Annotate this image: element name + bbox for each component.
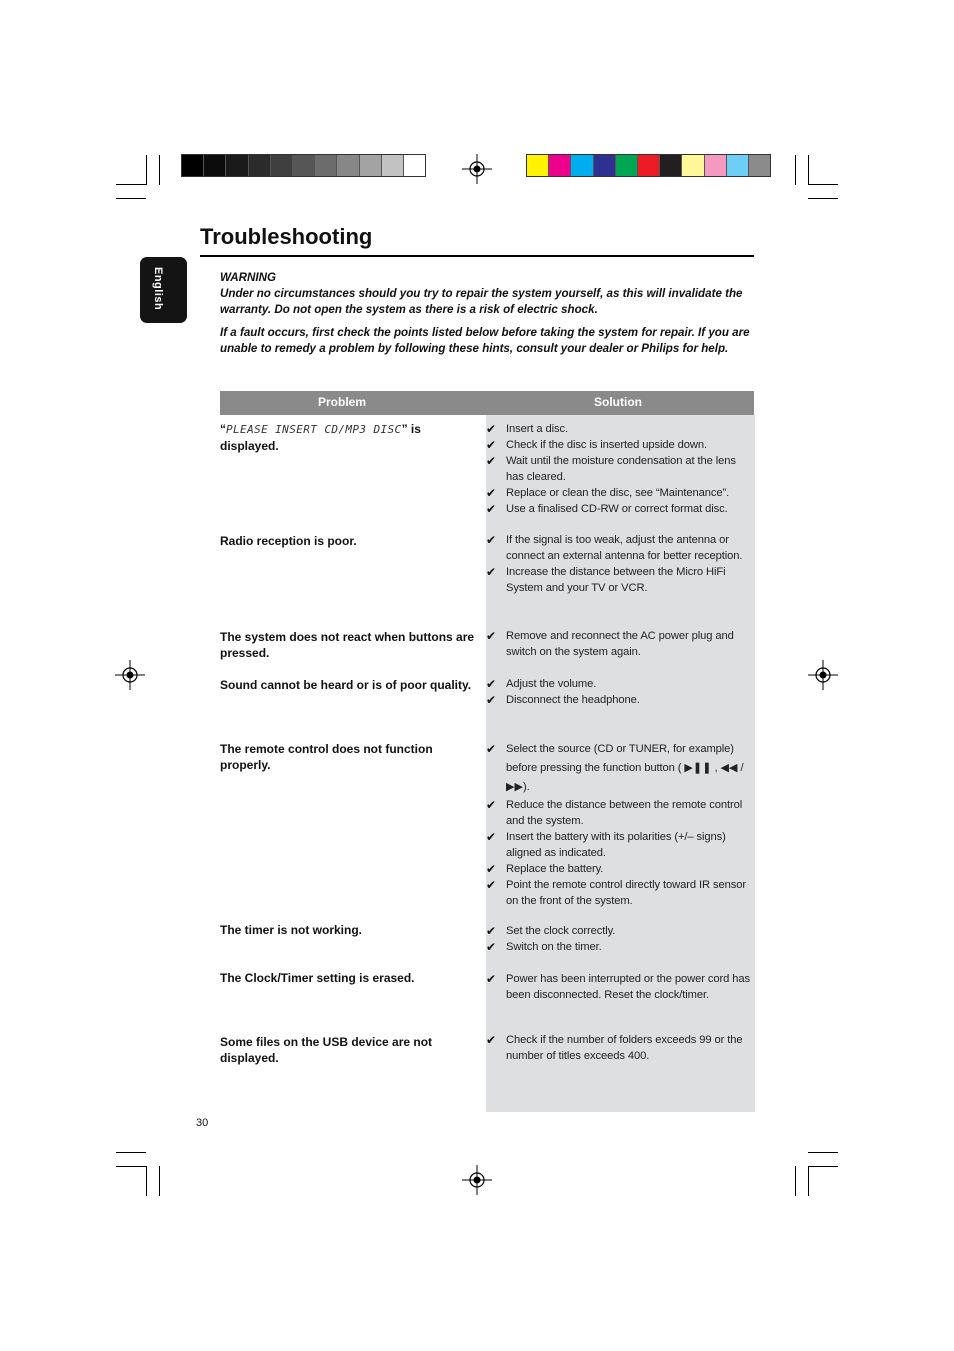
check-icon: ✔ (486, 862, 496, 876)
solution-text: Set the clock correctly. (506, 925, 616, 937)
problem-cell: The timer is not working. (220, 923, 363, 937)
solution-item (486, 501, 754, 517)
check-icon: ✔ (486, 878, 496, 892)
warning-heading: WARNING (220, 271, 277, 284)
solution-item (486, 532, 754, 564)
registration-mark-icon (115, 660, 145, 690)
solution-item (486, 628, 754, 660)
color-swatch (381, 155, 403, 176)
solution-item (486, 939, 754, 955)
check-icon: ✔ (486, 924, 496, 938)
header-solution: Solution (594, 395, 642, 409)
solution-text: Replace the battery. (506, 863, 604, 875)
check-icon: ✔ (486, 438, 496, 452)
language-tab-label: English (152, 267, 164, 311)
problem-cell: The system does not react when buttons are pressed. (220, 630, 475, 660)
check-icon: ✔ (486, 454, 496, 468)
solution-item (486, 485, 754, 501)
check-icon: ✔ (486, 502, 496, 516)
solution-item (486, 971, 754, 1003)
color-swatch (704, 155, 726, 176)
registration-mark-icon (808, 660, 838, 690)
warning-text: Under no circumstances should you try to repair the system yourself, as this will invalidate the warranty. Do not open the system as there is a risk of electric shock. (220, 287, 743, 316)
color-swatch (182, 155, 203, 176)
solution-item (486, 453, 754, 485)
problem-text: ” is displayed. (220, 422, 421, 453)
solution-item (486, 861, 754, 877)
check-icon: ✔ (486, 742, 496, 756)
solution-item (486, 676, 754, 692)
solution-cell (486, 421, 754, 517)
problem-cell: Some files on the USB device are not displayed. (220, 1035, 433, 1065)
solution-text: Wait until the moisture condensation at the lens has cleared. (506, 455, 736, 483)
problem-cell: Radio reception is poor. (220, 534, 357, 548)
solution-text: Reduce the distance between the remote control and the system. (506, 799, 743, 827)
header-problem: Problem (318, 395, 367, 409)
solution-item (486, 797, 754, 829)
color-swatch (359, 155, 381, 176)
language-tab (140, 257, 187, 323)
solution-item (486, 437, 754, 453)
solution-text: Check if the disc is inserted upside down. (506, 439, 708, 451)
check-icon: ✔ (486, 533, 496, 547)
table-header (220, 391, 754, 415)
problem-cell: Sound cannot be heard or is of poor quality. (220, 678, 472, 692)
problem-cell: The remote control does not function properly. (220, 742, 433, 772)
check-icon: ✔ (486, 972, 496, 986)
solution-cell (486, 676, 754, 708)
page-title: Troubleshooting (200, 224, 373, 249)
solution-text: Adjust the volume. (506, 678, 597, 690)
solution-text: Power has been interrupted or the power cord has been disconnected. Reset the clock/timer. (506, 973, 750, 1001)
grayscale-bar (181, 154, 426, 177)
solution-cell (486, 532, 754, 596)
check-icon: ✔ (486, 422, 496, 436)
check-icon: ✔ (486, 940, 496, 954)
color-swatch (292, 155, 314, 176)
color-swatch (637, 155, 659, 176)
problem-cell (220, 421, 476, 454)
color-swatch (726, 155, 748, 176)
display-message: PLEASE INSERT CD/MP3 DISC (226, 423, 402, 436)
check-icon: ✔ (486, 798, 496, 812)
color-swatch (203, 155, 225, 176)
check-icon: ✔ (486, 677, 496, 691)
solution-cell (486, 628, 754, 660)
solution-text: Insert the battery with its polarities (+/– signs) aligned as indicated. (506, 831, 726, 859)
solution-item (486, 564, 754, 596)
solution-item (486, 421, 754, 437)
solution-text: Replace or clean the disc, see “Maintenance”. (506, 487, 730, 499)
advice-text: If a fault occurs, first check the points listed below before taking the system for repair. If you are unable to remedy a problem by following these hints, consult your dealer or Philips for help. (220, 326, 750, 355)
color-swatch (527, 155, 548, 176)
solution-cell (486, 971, 754, 1003)
problem-cell: The Clock/Timer setting is erased. (220, 971, 415, 985)
title-rule (200, 255, 754, 257)
solution-text: Switch on the timer. (506, 941, 602, 953)
color-swatch (748, 155, 770, 176)
solution-item (486, 877, 754, 909)
solution-text: Check if the number of folders exceeds 99 or the number of titles exceeds 400. (506, 1034, 743, 1062)
solution-item (486, 923, 754, 939)
color-swatch (270, 155, 292, 176)
color-bar (526, 154, 771, 177)
solution-cell (486, 740, 754, 909)
color-swatch (314, 155, 336, 176)
solution-cell (486, 1032, 754, 1064)
solution-text: Use a finalised CD-RW or correct format disc. (506, 503, 728, 515)
check-icon: ✔ (486, 565, 496, 579)
check-icon: ✔ (486, 629, 496, 643)
registration-mark-icon (462, 1165, 492, 1195)
color-swatch (336, 155, 358, 176)
color-swatch (225, 155, 247, 176)
check-icon: ✔ (486, 486, 496, 500)
solution-item (486, 740, 754, 797)
solution-text: Insert a disc. (506, 423, 569, 435)
check-icon: ✔ (486, 1033, 496, 1047)
color-swatch (659, 155, 681, 176)
color-swatch (570, 155, 592, 176)
solution-item (486, 1032, 754, 1064)
registration-mark-icon (462, 154, 492, 184)
solution-item (486, 829, 754, 861)
color-swatch (548, 155, 570, 176)
check-icon: ✔ (486, 830, 496, 844)
solution-text: Increase the distance between the Micro HiFi System and your TV or VCR. (506, 566, 726, 594)
page-number: 30 (196, 1117, 209, 1129)
solution-item (486, 692, 754, 708)
solution-text: Disconnect the headphone. (506, 694, 640, 706)
color-swatch (593, 155, 615, 176)
solution-text: Point the remote control directly toward IR sensor on the front of the system. (506, 879, 746, 907)
problem-quote: “ (220, 422, 226, 436)
solution-text: If the signal is too weak, adjust the antenna or connect an external antenna for better reception. (506, 534, 743, 562)
solution-text: Select the source (CD or TUNER, for example) before pressing the function button ( ▶❚❚ , ◀◀ / ▶▶). (506, 743, 744, 793)
check-icon: ✔ (486, 693, 496, 707)
solution-cell (486, 923, 754, 955)
color-swatch (248, 155, 270, 176)
color-swatch (615, 155, 637, 176)
solution-text: Remove and reconnect the AC power plug and switch on the system again. (506, 630, 734, 658)
color-swatch (403, 155, 425, 176)
color-swatch (681, 155, 703, 176)
